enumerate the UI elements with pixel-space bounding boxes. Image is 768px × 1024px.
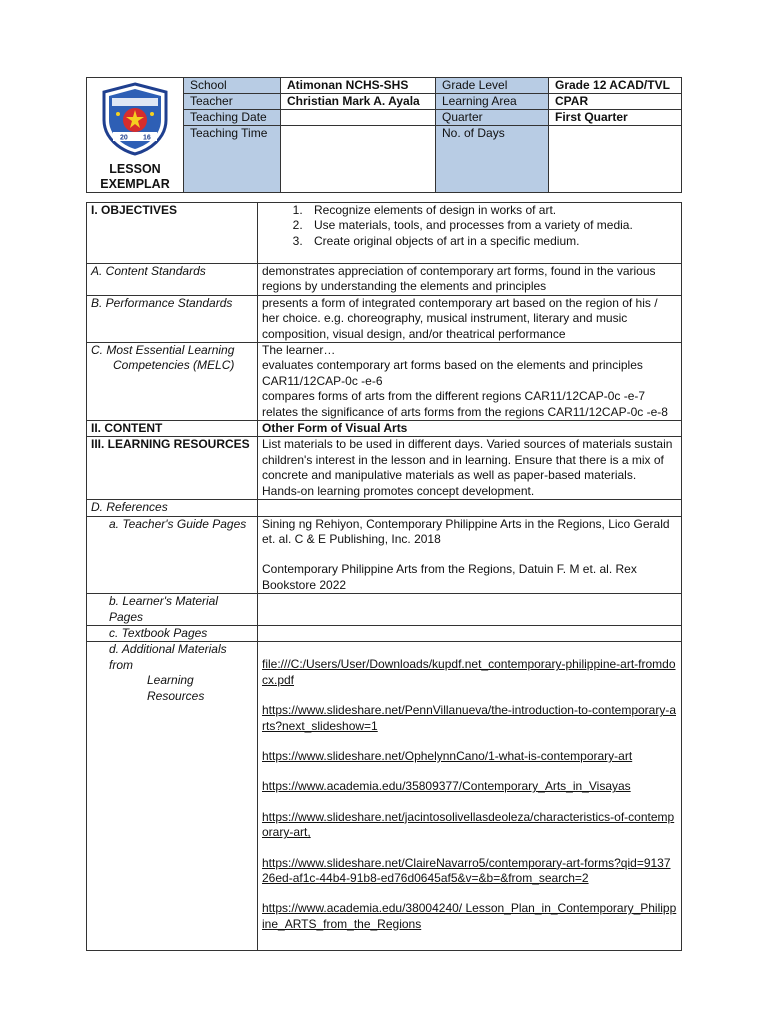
melc-cell xyxy=(258,343,682,421)
logo-year-right: 16 xyxy=(143,134,151,142)
teachers-guide-cell xyxy=(258,516,682,594)
learners-material-value xyxy=(258,594,682,626)
teacher-label: Teacher xyxy=(184,94,281,110)
grade-level-label: Grade Level xyxy=(436,78,549,94)
objective-item: 2. Use materials, tools, and processes from a variety of media. xyxy=(306,218,677,233)
objective-item: 1. Recognize elements of design in works of art. xyxy=(306,203,677,218)
resource-link[interactable]: file:///C:/Users/User/Downloads/kupdf.net_contemporary-philippine-art-fromdocx.pdf xyxy=(262,657,676,687)
content-standards-row xyxy=(87,264,682,296)
performance-standards-label: B. Performance Standards xyxy=(87,295,258,342)
resource-link[interactable]: https://www.academia.edu/38004240/ Lesson_Plan_in_Contemporary_Philippine_ARTS_from_the_Regions xyxy=(262,901,677,931)
content-standards-label: A. Content Standards xyxy=(87,264,258,296)
lesson-plan-table xyxy=(86,202,682,951)
objective-item: 3. Create original objects of art in a specific medium. xyxy=(306,234,677,249)
school-label: School xyxy=(184,78,281,94)
learning-area-value: CPAR xyxy=(549,94,682,110)
teachers-guide-label: a. Teacher's Guide Pages xyxy=(87,516,258,594)
content-label: II. CONTENT xyxy=(87,421,258,437)
objectives-label: I. OBJECTIVES xyxy=(87,203,258,264)
textbook-label: c. Textbook Pages xyxy=(87,625,258,641)
objectives-row xyxy=(87,203,682,264)
school-logo-cell xyxy=(87,78,184,193)
melc-row xyxy=(87,343,682,421)
days-value xyxy=(549,126,682,193)
title-line-1: LESSON xyxy=(109,162,161,176)
grade-level-value: Grade 12 ACAD/TVL xyxy=(549,78,682,94)
learners-material-label: b. Learner's Material Pages xyxy=(87,594,258,626)
quarter-label: Quarter xyxy=(436,110,549,126)
teaching-date-label: Teaching Date xyxy=(184,110,281,126)
content-value: Other Form of Visual Arts xyxy=(258,421,682,437)
melc-line: relates the significance of arts forms from the regions CAR11/12CAP-0c -e-8 xyxy=(262,404,668,419)
teaching-date-value xyxy=(281,110,436,126)
additional-materials-row xyxy=(87,642,682,951)
learning-resources-row xyxy=(87,437,682,500)
additional-label-line-1: d. Additional Materials from xyxy=(109,642,227,672)
melc-line: The learner… xyxy=(262,343,336,358)
melc-label xyxy=(87,343,258,421)
teaching-time-value xyxy=(281,126,436,193)
melc-line: compares forms of arts from the different regions CAR11/12CAP-0c -e-7 xyxy=(262,389,646,404)
teachers-guide-row xyxy=(87,516,682,594)
lesson-exemplar-title xyxy=(89,162,181,192)
references-row xyxy=(87,500,682,516)
additional-materials-label xyxy=(87,642,258,951)
melc-line: evaluates contemporary art forms based on the elements and principles CAR11/12CAP-0c -e-6 xyxy=(262,358,643,388)
references-empty-cell xyxy=(258,500,682,516)
reference-entry: Contemporary Philippine Arts from the Regions, Datuin F. M et. al. Rex Bookstore 2022 xyxy=(262,562,637,592)
reference-entry: Sining ng Rehiyon, Contemporary Philippine Arts in the Regions, Lico Gerald et. al. C & E Publishing, Inc. 2018 xyxy=(262,516,670,546)
melc-label-line-1: C. Most Essential Learning xyxy=(91,343,235,358)
teaching-time-label: Teaching Time xyxy=(184,126,281,193)
resource-link[interactable]: https://www.academia.edu/35809377/Contemporary_Arts_in_Visayas xyxy=(262,779,631,794)
textbook-row xyxy=(87,625,682,641)
performance-standards-text: presents a form of integrated contemporary art based on the region of his / her choice. e.g. choreography, musical instrument, literary and music composition, visual design, and/or theatrical performance xyxy=(258,295,682,342)
quarter-value: First Quarter xyxy=(549,110,682,126)
objectives-cell xyxy=(258,203,682,264)
learners-material-row xyxy=(87,594,682,626)
school-value: Atimonan NCHS-SHS xyxy=(281,78,436,94)
content-standards-text: demonstrates appreciation of contemporary art forms, found in the various regions by understanding the elements and principles xyxy=(258,264,682,296)
learning-resources-label: III. LEARNING RESOURCES xyxy=(87,437,258,500)
performance-standards-row xyxy=(87,295,682,342)
title-line-2: EXEMPLAR xyxy=(100,177,170,191)
additional-label-line-2: Learning Resources xyxy=(147,673,205,703)
school-seal-logo xyxy=(100,82,170,156)
textbook-value xyxy=(258,625,682,641)
melc-label-line-2: Competencies (MELC) xyxy=(113,358,235,373)
resource-link[interactable]: https://www.slideshare.net/PennVillanueva/the-introduction-to-contemporary-arts?next_slideshow=1 xyxy=(262,703,676,733)
content-row xyxy=(87,421,682,437)
teacher-value: Christian Mark A. Ayala xyxy=(281,94,436,110)
resource-link[interactable]: https://www.slideshare.net/ClaireNavarro5/contemporary-art-forms?qid=913726ed-af1c-44b4-91b8-ed76d0645af5&v=&b=&from_search=2 xyxy=(262,855,671,885)
header-table xyxy=(86,77,682,193)
logo-year-left: 20 xyxy=(120,134,128,142)
days-label: No. of Days xyxy=(436,126,549,193)
learning-resources-note: List materials to be used in different days. Varied sources of materials sustain children's interest in the lesson and in learning. Ensure that there is a mix of concrete and manipulative materials as well as paper-based materials. Hands-on learning promotes concept development. xyxy=(258,437,682,500)
resource-link[interactable]: https://www.slideshare.net/jacintosolivellasdeoleza/characteristics-of-contemporary-art, xyxy=(262,809,675,840)
resource-link[interactable]: https://www.slideshare.net/OphelynnCano/1-what-is-contemporary-art xyxy=(262,748,633,763)
references-label: D. References xyxy=(87,500,258,516)
objectives-list xyxy=(262,203,677,249)
additional-materials-cell xyxy=(258,642,682,951)
learning-area-label: Learning Area xyxy=(436,94,549,110)
